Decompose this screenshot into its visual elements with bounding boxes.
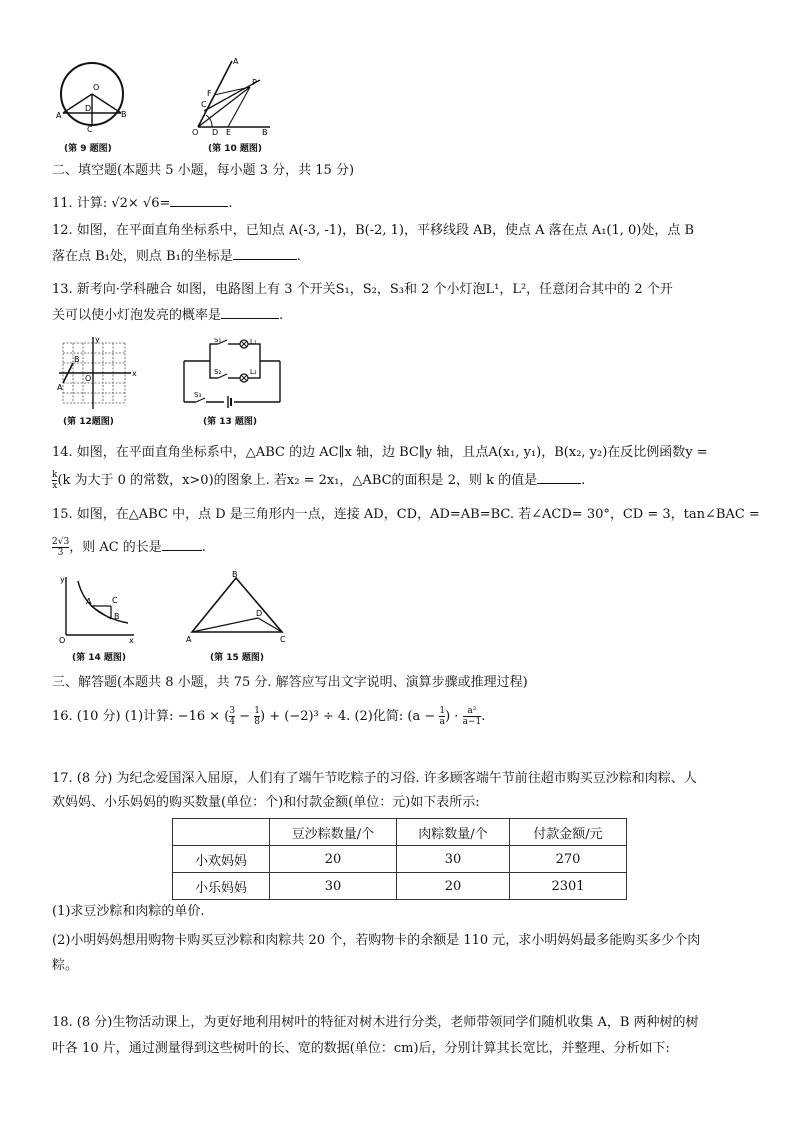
table-header-cell: 豆沙粽数量/个 bbox=[270, 819, 397, 846]
table-header-cell bbox=[173, 819, 270, 846]
q11-prefix: 11. 计算: bbox=[52, 196, 112, 211]
fig10-label-c: C bbox=[201, 100, 207, 109]
table-cell: 小欢妈妈 bbox=[173, 846, 270, 873]
fig15-caption: (第 15 题图) bbox=[210, 653, 265, 663]
question-17-sub-2-line-2: 粽。 bbox=[52, 958, 79, 973]
fig10-caption: (第 10 题图) bbox=[208, 144, 263, 154]
fig9-label-a: A bbox=[56, 111, 62, 120]
q16-end: . bbox=[481, 709, 486, 724]
q12-answer-blank[interactable] bbox=[233, 246, 297, 260]
q11-expression: √2× √6= bbox=[111, 196, 171, 211]
question-12-line-2 bbox=[52, 246, 301, 266]
q14-fraction: $\frac{k}{x}$ bbox=[52, 470, 58, 491]
q13-end: . bbox=[279, 308, 284, 323]
q12-end: . bbox=[296, 249, 301, 264]
q11-end: . bbox=[228, 196, 233, 211]
question-13-line-1: 13. 新考向·学科融合 如图，电路图上有 3 个开关S₁，S₂，S₃和 2 个小灯泡L¹，L²，任意闭合其中的 2 个开 bbox=[52, 282, 673, 297]
question-18-line-2: 叶各 10 片，通过测量得到这些树叶的长、宽的数据(单位：cm)后，分别计算其长宽比，并整理、分析如下: bbox=[52, 1041, 670, 1056]
question-13-line-2 bbox=[52, 305, 283, 325]
fig13-label-s2: S₂ bbox=[214, 368, 222, 376]
q13-text: 关可以使小灯泡发亮的概率是 bbox=[52, 308, 222, 323]
figure-13 bbox=[180, 338, 290, 410]
q16-frac-3: $\frac{1}{a}$ bbox=[439, 706, 446, 727]
fig12-label-a: A bbox=[57, 383, 63, 392]
fig9-label-o: O bbox=[93, 83, 100, 92]
table-cell: 20 bbox=[397, 873, 510, 900]
q14-text: (k 为大于 0 的常数，x>0)的图象上. 若x₂ = 2x₁，△ABC的面积是 2，则 k 的值是 bbox=[57, 473, 538, 488]
fig12-label-y: y bbox=[95, 335, 100, 344]
fig15-label-b: B bbox=[232, 570, 238, 579]
q13-answer-blank[interactable] bbox=[221, 305, 279, 319]
q15-text: ，则 AC 的长是 bbox=[69, 540, 162, 555]
q16-minus: − bbox=[235, 709, 255, 724]
fig15-label-a: A bbox=[186, 635, 192, 644]
fig15-label-c: C bbox=[280, 635, 286, 644]
figure-15 bbox=[184, 570, 290, 646]
question-18-line-1: 18. (8 分)生物活动课上，为更好地利用树叶的特征对树木进行分类，老师带领同学们随机收集 A，B 两种树的树 bbox=[52, 1015, 699, 1030]
figure-9 bbox=[55, 58, 135, 140]
figure-14 bbox=[56, 573, 138, 645]
q16-mid2: ) · bbox=[445, 709, 463, 724]
section-3-heading: 三、解答题(本题共 8 小题，共 75 分. 解答应写出文字说明、演算步骤或推理过程) bbox=[52, 675, 528, 690]
q16-mid: ) + (−2)³ ÷ 4. (2)化简: (a − bbox=[260, 709, 440, 724]
fig15-label-d: D bbox=[256, 609, 263, 618]
question-14-line-2 bbox=[52, 470, 585, 491]
fig10-label-d: D bbox=[212, 128, 219, 137]
purchase-table bbox=[172, 818, 627, 900]
figure-12 bbox=[55, 335, 137, 413]
q12-text: 落在点 B₁处，则点 B₁的坐标是 bbox=[52, 249, 233, 264]
fig12-label-o: O bbox=[85, 374, 92, 383]
fig14-label-o: O bbox=[59, 636, 66, 645]
q15-end: . bbox=[201, 540, 206, 555]
fig12-label-x: x bbox=[132, 369, 137, 378]
fig12-label-b: B bbox=[74, 355, 80, 364]
table-row bbox=[173, 846, 627, 873]
fig9-caption: (第 9 题图) bbox=[64, 144, 112, 154]
fig13-label-s3: S₃ bbox=[194, 391, 202, 399]
section-2-heading: 二、填空题(本题共 5 小题，每小题 3 分，共 15 分) bbox=[52, 163, 355, 178]
q14-end: . bbox=[581, 473, 586, 488]
fig14-label-x: x bbox=[129, 636, 134, 645]
q14-answer-blank[interactable] bbox=[537, 470, 581, 484]
fig10-label-e: E bbox=[226, 128, 232, 137]
question-17-sub-1: (1)求豆沙粽和肉粽的单价. bbox=[52, 904, 205, 919]
table-header-row bbox=[173, 819, 627, 846]
question-17-line-1: 17. (8 分) 为纪念爱国深入屈原，人们有了端午节吃粽子的习俗. 许多顾客端午节前往超市购买豆沙粽和肉粽、人 bbox=[52, 771, 697, 786]
q16-frac-4: $\frac{\text{a²}}{a-1}$ bbox=[462, 706, 482, 727]
fig14-caption: (第 14 题图) bbox=[72, 653, 127, 663]
question-11 bbox=[52, 193, 233, 213]
q16-frac-1: $\frac{3}{4}$ bbox=[229, 706, 236, 727]
question-14-line-1: 14. 如图，在平面直角坐标系中，△ABC 的边 AC∥x 轴，边 BC∥y 轴，且点A(x₁, y₁)，B(x₂, y₂)在反比例函数y = bbox=[52, 445, 708, 460]
fig10-label-a: A bbox=[233, 57, 239, 66]
q15-fraction: $\frac{2√3}{3}$ bbox=[52, 537, 70, 558]
fig10-label-b: B bbox=[262, 128, 268, 137]
fig13-caption: (第 13 题图) bbox=[203, 417, 258, 427]
question-15-line-1: 15. 如图，在△ABC 中，点 D 是三角形内一点，连接 AD，CD，AD=AB=BC. 若∠ACD= 30°，CD = 3，tan∠BAC = bbox=[52, 507, 760, 522]
question-15-line-2 bbox=[52, 537, 206, 558]
question-16 bbox=[52, 706, 485, 727]
fig9-label-c: C bbox=[87, 125, 93, 134]
fig12-caption: (第 12题图) bbox=[63, 417, 114, 427]
question-17-sub-2-line-1: (2)小明妈妈想用购物卡购买豆沙粽和肉粽共 20 个，若购物卡的余额是 110 元，求小明妈妈最多能购买多少个肉 bbox=[52, 933, 701, 948]
fig14-label-c: C bbox=[112, 596, 118, 605]
fig14-label-y: y bbox=[60, 575, 65, 584]
table-cell: 小乐妈妈 bbox=[173, 873, 270, 900]
fig10-label-p: P bbox=[252, 78, 257, 87]
table-cell: 20 bbox=[270, 846, 397, 873]
fig14-label-a: A bbox=[86, 597, 92, 606]
question-12-line-1: 12. 如图，在平面直角坐标系中，已知点 A(-3, -1)，B(-2, 1)，平移线段 AB，使点 A 落在点 A₁(1, 0)处，点 B bbox=[52, 223, 695, 238]
q16-frac-2: $\frac{1}{8}$ bbox=[254, 706, 260, 727]
fig14-label-b: B bbox=[114, 612, 120, 621]
fig9-label-d: D bbox=[85, 104, 92, 113]
table-cell: 30 bbox=[270, 873, 397, 900]
fig9-label-b: B bbox=[121, 110, 127, 119]
fig13-label-l1: L₁ bbox=[250, 338, 257, 346]
figure-10 bbox=[190, 55, 280, 140]
table-cell: 2301 bbox=[510, 873, 627, 900]
table-cell: 270 bbox=[510, 846, 627, 873]
fig10-label-o: O bbox=[192, 128, 199, 137]
table-header-cell: 肉粽数量/个 bbox=[397, 819, 510, 846]
table-row bbox=[173, 873, 627, 900]
fig13-label-s1: S₁ bbox=[214, 338, 222, 344]
fig10-label-f: F bbox=[207, 89, 212, 98]
q16-prefix: 16. (10 分) (1)计算: −16 × ( bbox=[52, 709, 230, 724]
table-cell: 30 bbox=[397, 846, 510, 873]
question-17-line-2: 欢妈妈、小乐妈妈的购买数量(单位：个)和付款金额(单位：元)如下表所示: bbox=[52, 795, 480, 810]
q15-answer-blank[interactable] bbox=[162, 537, 202, 551]
fig13-label-l2: L₂ bbox=[250, 368, 257, 376]
table-header-cell: 付款金额/元 bbox=[510, 819, 627, 846]
q11-answer-blank[interactable] bbox=[170, 193, 228, 207]
